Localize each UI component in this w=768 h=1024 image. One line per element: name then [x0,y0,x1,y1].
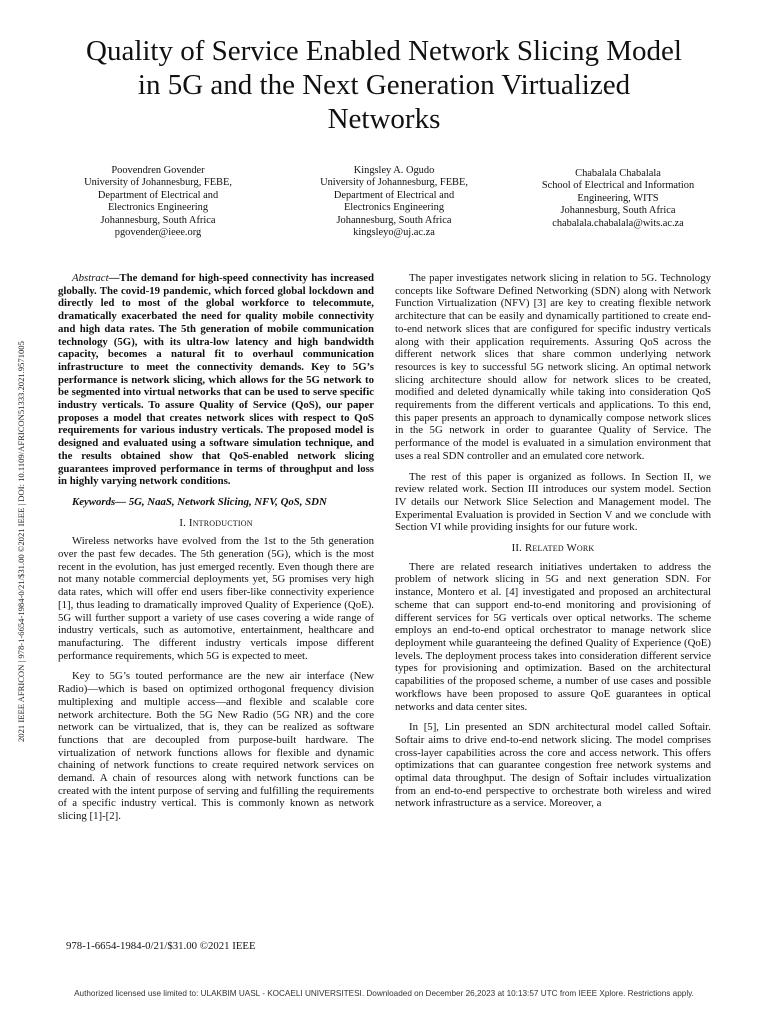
abstract-label: Abstract [72,272,109,284]
author-affiliation: Department of Electrical and [97,189,219,201]
author-affiliation: Department of Electrical and [333,189,455,201]
paragraph: The rest of this paper is organized as follows. In Section II, we review related work. Section III introduces our system model. Section IV details our Network Slice Selection and Management model. The Experimental Evaluation is provided in Section V and we conclude with Section VI while providing insights for our future work. [395,470,711,534]
paper-title [40,34,728,136]
paragraph: There are related research initiatives undertaken to address the problem of network slicing in 5G and next generation SDN. For instance, Montero et al. [4] investigated and proposed an architectural scheme that can support end-to-end monitoring and provisioning of different services for 5G verticals over optical networks. The scheme employs an end-to-end optical orchestrator to manage network slice deployment while guaranteeing the defined Quality of Experience (QoE) levels. The deployment process takes into consideration different service types for provisioning and optimization. Based on the architectural capabilities of the proposed scheme, a number of use cases and possible workflows have been proposed to assure QoE guarantees in optical networks and data center sites. [395,560,711,713]
author-affiliation: Engineering, WITS [577,192,659,204]
section-heading-related-work: II. Related Work [511,542,595,555]
author-email: pgovender@ieee.org [114,227,202,239]
paragraph: Wireless networks have evolved from the 1st to the 5th generation over the past few decades. The 5th generation (5G), which is the most recent in the evolution, has just emerged recently. Even though there are not many notable commercial deployments yet, 5G promises very high data rates, which will offer end users fiber-like connectivity experience [1], thus leading to dramatically improved Quality of Experience (QoE). 5G will further support a variety of use cases covering a wide range of industry verticals, such as automotive, entertainment, healthcare and manufacturing. The different industry verticals impose different performance requirements, which 5G is expected to meet. [58,535,374,662]
author-email: kingsleyo@uj.ac.za [353,227,435,239]
author-block-ogudo [294,165,494,239]
title-line: Quality of Service Enabled Network Slicing Model [86,35,682,67]
author-affiliation: Electronics Engineering [343,202,445,214]
doi-sidebar: 2021 IEEE AFRICON | 978-1-6654-1984-0/21/$31.00 ©2021 IEEE | DOI: 10.1109/AFRICON51333.2021.9571005 [16,341,26,742]
author-name: Chabalala Chabalala [575,168,661,179]
keywords [58,496,374,509]
abstract-text: —The demand for high-speed connectivity has increased globally. The covid-19 pandemic, which forced global lockdown and directly led to most of the global workforce to telecommute, dramatically exacerbated the need for quality mobile connectivity and high data rates. The 5th generation of mobile communication technology (5G), with its ultra-low latency and high bandwidth capacity, becomes a natural fit to overhaul communication infrastructure to meet the connectivity demands. Key to 5G’s performance is network slicing, which allows for the 5G network to be segmented into virtual networks that can be used to serve specific industry verticals. To assure Quality of Service (QoS), our paper proposes a model that creates network slices with respect to QoS requirements for various industry verticals. The proposed model is designed and evaluated using a software simulation technique, and the results obtained show that QoS-enabled network slicing guarantees improved performance in terms of throughput and loss in highly varying network conditions. [58,272,374,488]
license-notice: Authorized licensed use limited to: ULAKBIM UASL - KOCAELI UNIVERSITESI. Downloaded on December 26,2023 at 10:13:57 UTC from IEEE Xplore. Restrictions apply. [74,989,694,998]
title-line: in 5G and the Next Generation Virtualized [137,69,631,101]
keywords-text: — 5G, NaaS, Network Slicing, NFV, QoS, SDN [115,495,327,508]
paragraph: Key to 5G’s touted performance are the new air interface (New Radio)—which is based on optimized orthogonal frequency division multiplexing and multiple access—and flexible and scalable core network architecture. Both the 5G New Radio (5G NR) and the core network can be virtualized, that is, they can be realized as software functions that are decoupled from purpose-built hardware. The virtualization of network functions allows for flexible and dynamic chaining of network functions to create required network services on demand. A chain of resources along with network functions can be created with the intent purpose of serving and fulfilling the requirements of a specific industry vertical. This is commonly known as network slicing [1]-[2]. [58,670,374,823]
author-block-chabalala [518,168,718,230]
paragraph: In [5], Lin presented an SDN architectural model called Softair. Softair aims to drive end-to-end network slicing. The model comprises cross-layer capabilities across the core and access network. This offers optimizations that can guarantee congestion free network systems and optimal data throughput. The design of Softair includes virtualization from an end-to-end perspective to orchestrate both wireless and wired network infrastructure as a service. Moreover, a [395,721,711,810]
author-affiliation: Electronics Engineering [107,202,209,214]
author-affiliation: University of Johannesburg, FEBE, [84,177,232,189]
author-block-govender [58,165,258,239]
footer-isbn: 978-1-6654-1984-0/21/$31.00 ©2021 IEEE [66,940,256,952]
left-column [58,272,374,831]
author-affiliation: Johannesburg, South Africa [100,214,216,226]
author-affiliation: School of Electrical and Information [541,180,695,192]
author-name: Kingsley A. Ogudo [353,165,435,176]
section-heading-introduction: I. Introduction [179,516,253,529]
author-affiliation: University of Johannesburg, FEBE, [320,177,468,189]
title-line: Networks [327,103,441,135]
author-email: chabalala.chabalala@wits.ac.za [552,217,684,229]
paragraph: The paper investigates network slicing in relation to 5G. Technology concepts like Software Defined Networking (SDN) along with Network Function Virtualization (NFV) [3] are key to creating flexible network architecture that can be easily and dynamically partitioned to create end-to-end network slices that are configured for specific industry verticals along with their application requirements. Assuring QoS across the different network slices that share common underlying network resources is key to successful 5G network slicing. An optimal network slicing architecture should allow for network slices to be created, modified and deleted dynamically while taking into consideration QoS requirements from the different verticals and applications. To this end, this paper presents an approach to dynamically compose network slices in the 5G network in order to guarantee Quality of Service. The performance of the model is evaluated in a simulation environment that uses a real SDN controller and an emulated core network. [395,272,711,462]
right-column [395,272,711,818]
author-name: Poovendren Govender [111,165,205,176]
author-affiliation: Johannesburg, South Africa [336,214,452,226]
author-affiliation: Johannesburg, South Africa [560,205,676,217]
keywords-label: Keywords [72,495,116,508]
abstract [58,272,374,488]
